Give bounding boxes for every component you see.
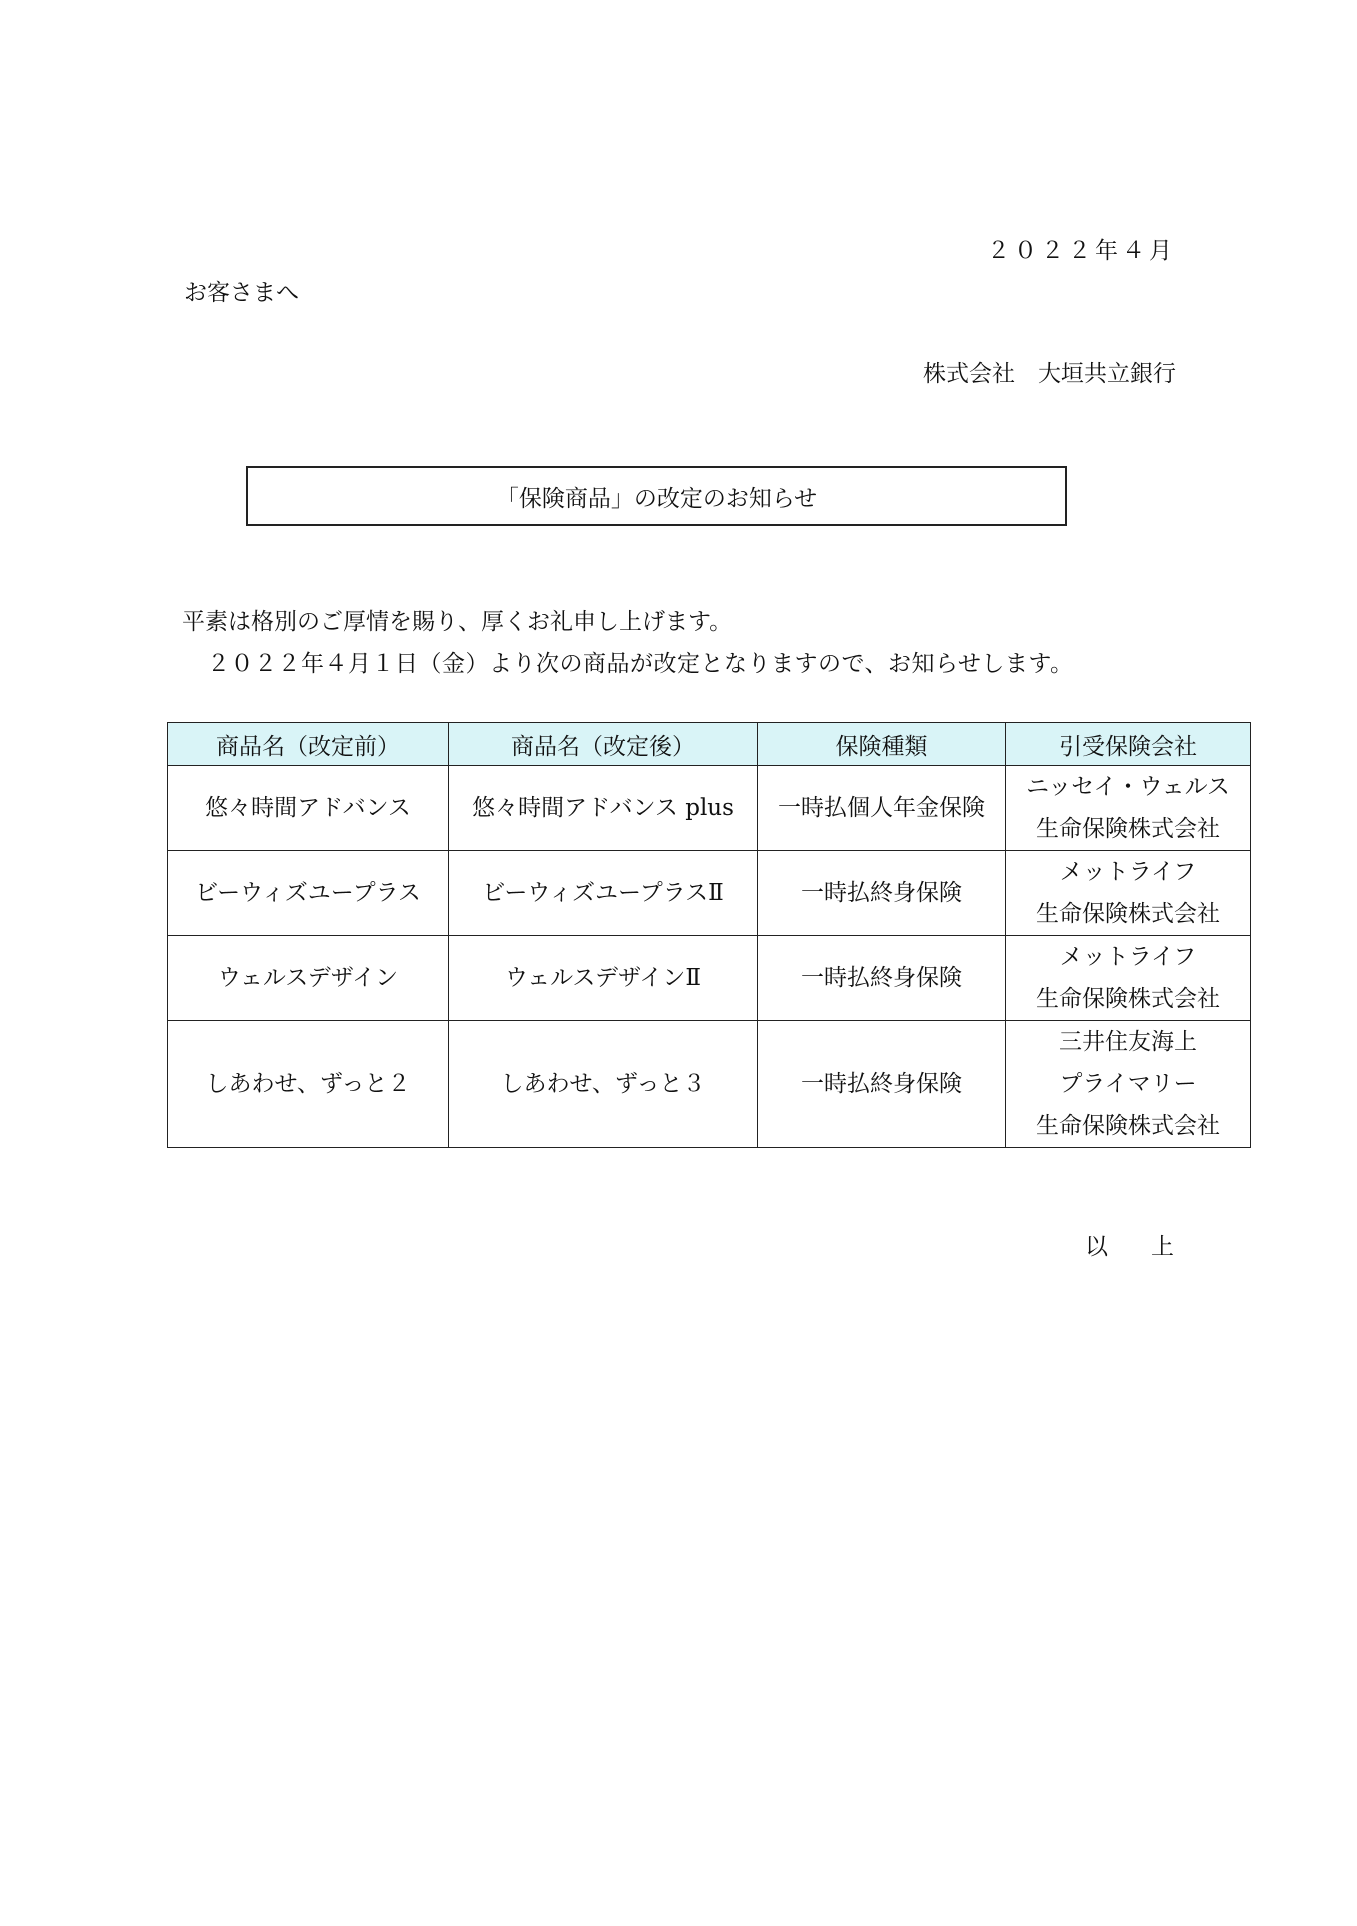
table-row bbox=[168, 936, 1251, 1021]
table-row bbox=[168, 766, 1251, 851]
cell-after: 悠々時間アドバンス plus bbox=[449, 766, 758, 851]
company-line: 三井住友海上 bbox=[1059, 1029, 1197, 1055]
cell-type: 一時払終身保険 bbox=[758, 1021, 1006, 1148]
header-after: 商品名（改定後） bbox=[449, 723, 758, 766]
cell-type: 一時払終身保険 bbox=[758, 851, 1006, 936]
document-date: ２０２２年４月 bbox=[987, 238, 1176, 264]
header-type: 保険種類 bbox=[758, 723, 1006, 766]
notice-title-box bbox=[246, 466, 1067, 526]
cell-company bbox=[1006, 766, 1251, 851]
table-header-row bbox=[168, 723, 1251, 766]
addressee: お客さまへ bbox=[184, 280, 299, 306]
company-line: メットライフ bbox=[1059, 859, 1197, 885]
cell-after: しあわせ、ずっと３ bbox=[449, 1021, 758, 1148]
closing-mark: 以 上 bbox=[1085, 1234, 1184, 1260]
greeting-text: 平素は格別のご厚情を賜り、厚くお礼申し上げます。 bbox=[182, 609, 733, 635]
cell-before: しあわせ、ずっと２ bbox=[168, 1021, 449, 1148]
cell-company bbox=[1006, 1021, 1251, 1148]
company-line: 生命保険株式会社 bbox=[1036, 1113, 1220, 1139]
cell-type: 一時払個人年金保険 bbox=[758, 766, 1006, 851]
cell-before: ビーウィズユープラス bbox=[168, 851, 449, 936]
table-row bbox=[168, 851, 1251, 936]
company-line: ニッセイ・ウェルス bbox=[1026, 774, 1230, 800]
company-line: 生命保険株式会社 bbox=[1036, 901, 1220, 927]
company-line: 生命保険株式会社 bbox=[1036, 816, 1220, 842]
cell-before: ウェルスデザイン bbox=[168, 936, 449, 1021]
cell-type: 一時払終身保険 bbox=[758, 936, 1006, 1021]
cell-after: ウェルスデザインⅡ bbox=[449, 936, 758, 1021]
cell-after: ビーウィズユープラスⅡ bbox=[449, 851, 758, 936]
header-before: 商品名（改定前） bbox=[168, 723, 449, 766]
company-line: メットライフ bbox=[1059, 944, 1197, 970]
table-row bbox=[168, 1021, 1251, 1148]
cell-company bbox=[1006, 851, 1251, 936]
company-line: プライマリー bbox=[1059, 1071, 1197, 1097]
header-company: 引受保険会社 bbox=[1006, 723, 1251, 766]
cell-company bbox=[1006, 936, 1251, 1021]
product-revision-table bbox=[167, 722, 1251, 1148]
company-line: 生命保険株式会社 bbox=[1036, 986, 1220, 1012]
cell-before: 悠々時間アドバンス bbox=[168, 766, 449, 851]
notice-text: ２０２２年４月１日（金）より次の商品が改定となりますので、お知らせします。 bbox=[207, 651, 1074, 677]
sender-name: 株式会社 大垣共立銀行 bbox=[923, 361, 1176, 387]
notice-title: 「保険商品」の改定のお知らせ bbox=[495, 485, 818, 512]
